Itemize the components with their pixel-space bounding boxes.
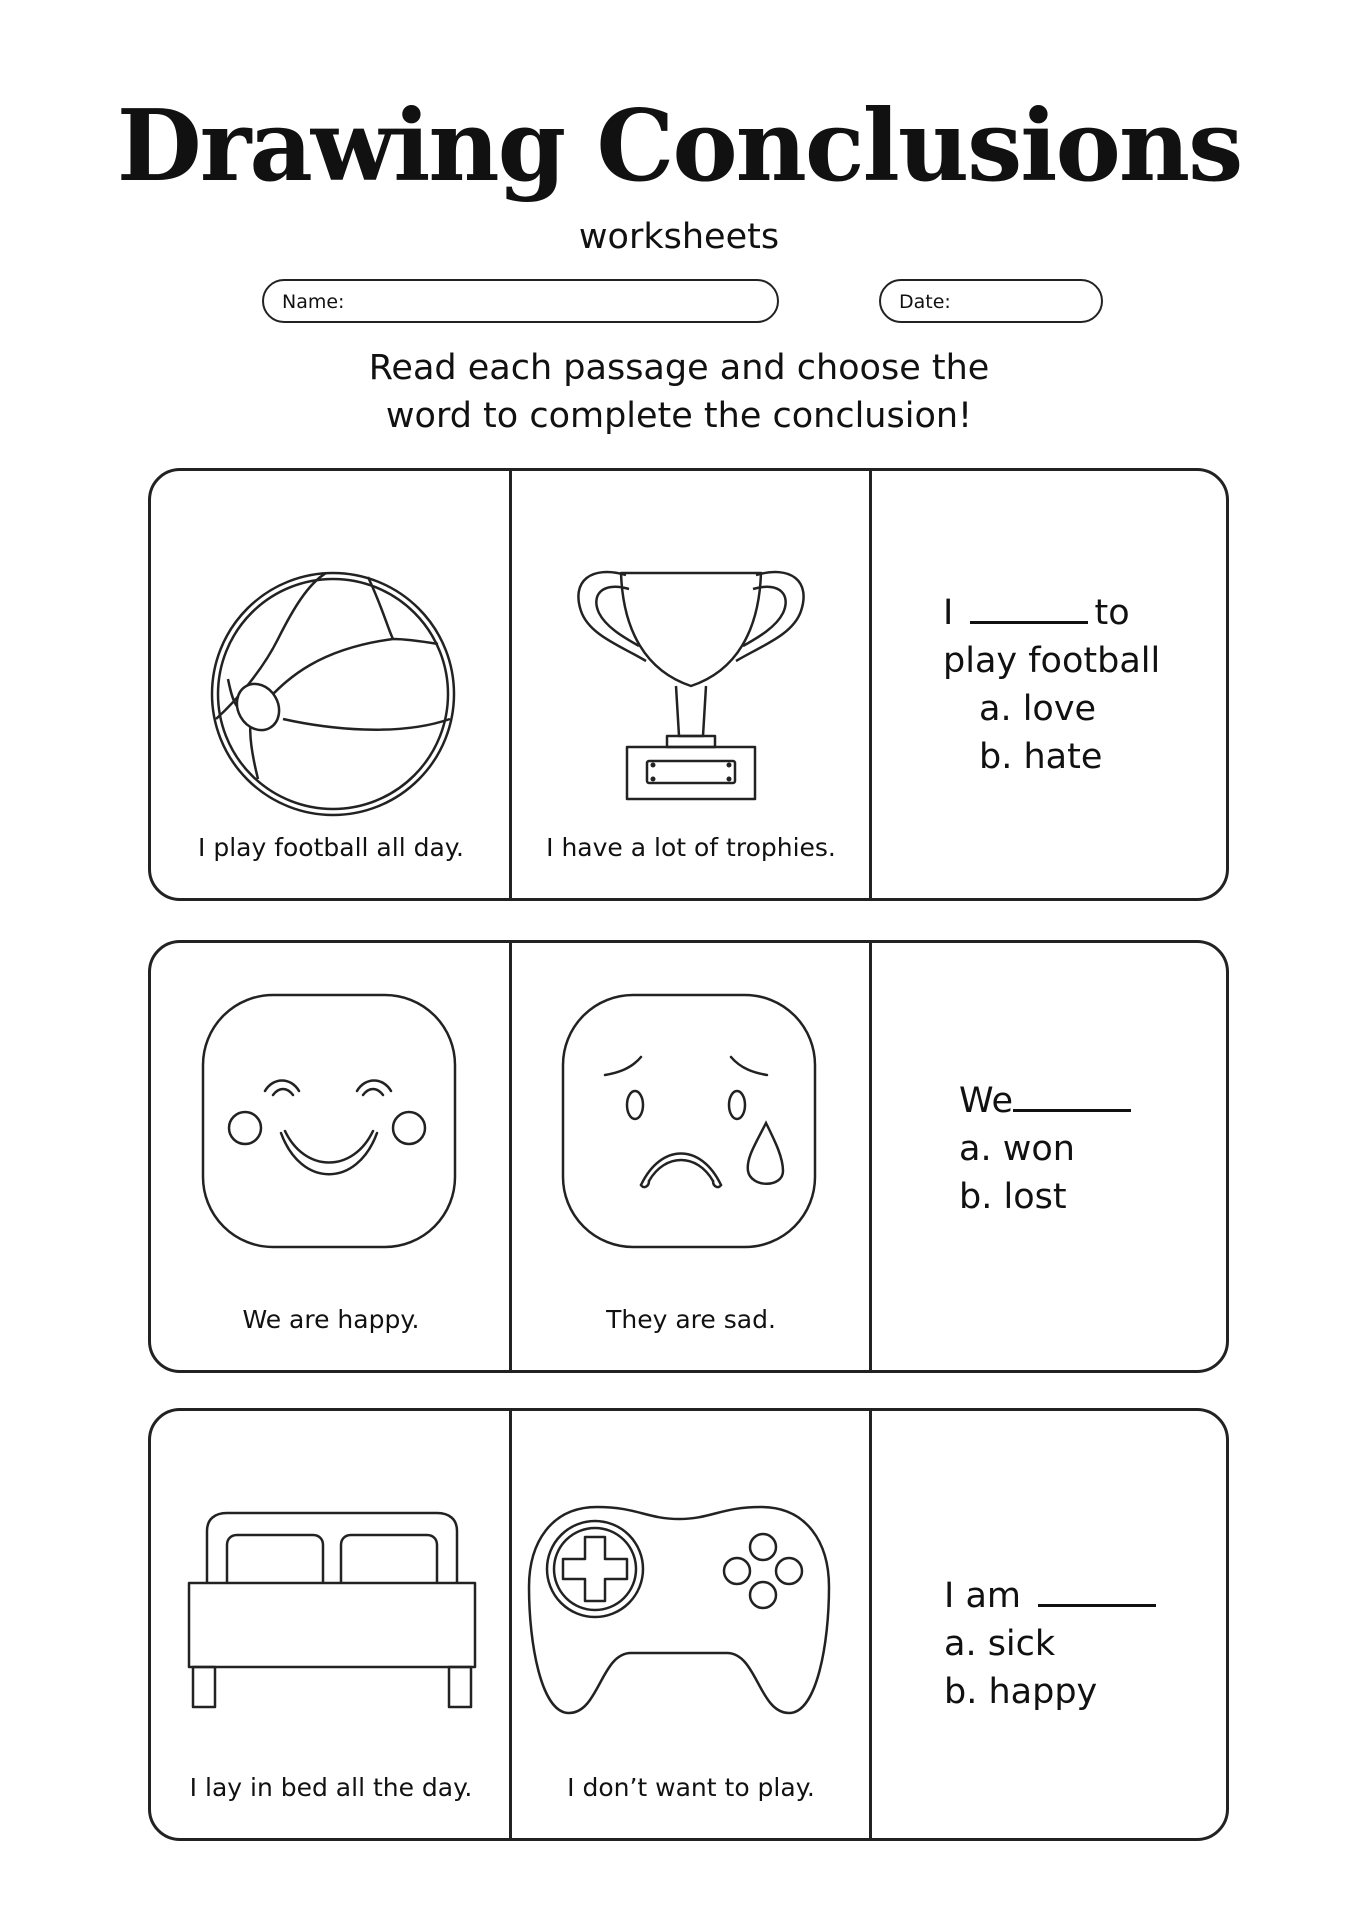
caption: We are happy. [242, 1305, 420, 1334]
game-controller-icon [527, 1503, 831, 1717]
caption: I play football all day. [198, 833, 464, 862]
instructions [0, 344, 1358, 440]
exercise-row-2 [148, 940, 1229, 1373]
sad-face-icon [561, 993, 821, 1253]
ball-icon [208, 569, 458, 819]
answer-blank[interactable] [1013, 1079, 1131, 1112]
caption: I lay in bed all the day. [189, 1773, 473, 1802]
name-field[interactable] [262, 279, 779, 323]
instructions-line-2: word to complete the conclusion! [385, 396, 973, 436]
question-text: I [943, 593, 954, 633]
option-b[interactable]: b. hate [979, 737, 1103, 777]
answer-blank[interactable] [970, 591, 1088, 624]
page-title: Drawing Conclusions [116, 89, 1242, 204]
option-b[interactable]: b. happy [944, 1672, 1098, 1712]
question-text: play football [943, 641, 1161, 681]
caption: I don’t want to play. [567, 1773, 815, 1802]
exercise-row-3 [148, 1408, 1229, 1841]
trophy-icon [571, 551, 811, 801]
page-subtitle: worksheets [578, 217, 780, 257]
caption: I have a lot of trophies. [546, 833, 836, 862]
date-field[interactable] [879, 279, 1103, 323]
answer-blank[interactable] [1038, 1574, 1156, 1607]
bed-icon [187, 1511, 477, 1711]
question [943, 589, 1160, 781]
question-text: I am [944, 1576, 1021, 1616]
question-text: We [959, 1081, 1014, 1121]
date-label: Date: [899, 291, 951, 313]
happy-face-icon [201, 993, 461, 1253]
question [959, 1077, 1137, 1221]
option-a[interactable]: a. sick [944, 1624, 1056, 1664]
option-a[interactable]: a. love [979, 689, 1097, 729]
caption: They are sad. [606, 1305, 776, 1334]
question-text: to [1094, 593, 1130, 633]
instructions-line-1: Read each passage and choose the [368, 348, 990, 388]
option-a[interactable]: a. won [959, 1129, 1075, 1169]
exercise-row-1 [148, 468, 1229, 901]
option-b[interactable]: b. lost [959, 1177, 1067, 1217]
name-label: Name: [282, 291, 345, 313]
question [944, 1572, 1162, 1716]
